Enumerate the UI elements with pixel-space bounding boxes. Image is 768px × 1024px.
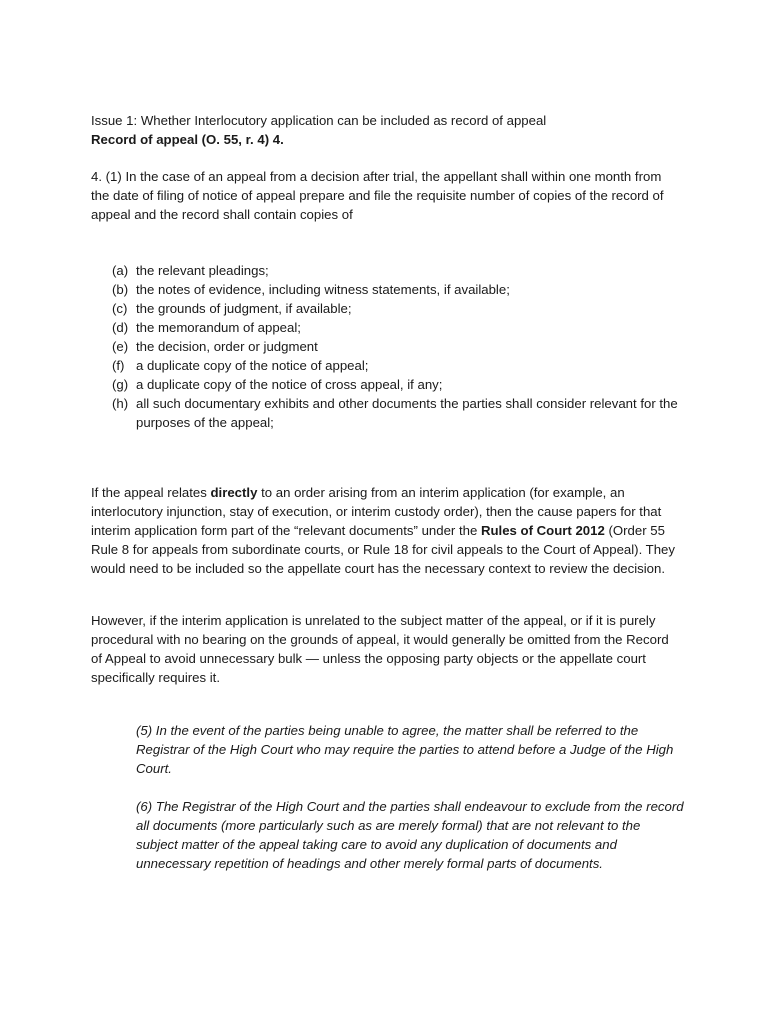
analysis-text-3: (Order 55 Rule 8 for appeals from subordinate courts, or Rule 18 for civil appeals to the Court of Appeal). They would need to be included so the appellate court has the necessary context to review the decision. — [91, 523, 675, 576]
list-item — [112, 299, 682, 318]
record-contents-list — [112, 261, 682, 432]
issue-heading: Issue 1: Whether Interlocutory application can be included as record of appeal — [91, 113, 547, 128]
list-item — [112, 261, 682, 280]
analysis-bold-rules: Rules of Court 2012 — [480, 523, 605, 538]
list-item — [112, 394, 682, 432]
quote-rule-5: (5) In the event of the parties being unable to agree, the matter shall be referred to the Registrar of the High Court who may require the parties to attend before a Judge of the High Court. — [136, 723, 674, 776]
list-item-text: the grounds of judgment, if available; — [136, 301, 352, 316]
list-item-marker: (b) — [112, 282, 129, 297]
list-item-text: a duplicate copy of the notice of cross appeal, if any; — [136, 377, 443, 392]
list-item-text: a duplicate copy of the notice of appeal; — [136, 358, 369, 373]
list-item-text: the relevant pleadings; — [136, 263, 269, 278]
list-item-text: the notes of evidence, including witness statements, if available; — [136, 282, 510, 297]
analysis-bold-directly: directly — [210, 485, 258, 500]
list-item — [112, 356, 682, 375]
however-paragraph: However, if the interim application is unrelated to the subject matter of the appeal, or if it is purely procedural with no bearing on the grounds of appeal, it would generally be omitted from the Record of Appeal to avoid unnecessary bulk — unless the opposing party objects or the appellate court specifically requires it. — [91, 613, 669, 685]
list-item-text: all such documentary exhibits and other documents the parties shall consider relevant for the purposes of the appeal; — [136, 396, 678, 430]
list-item-marker: (d) — [112, 320, 129, 335]
quote-rule-6: (6) The Registrar of the High Court and the parties shall endeavour to exclude from the record all documents (more particularly such as are merely formal) that are not relevant to the subject matter of the appeal taking care to avoid any duplication of documents and unnecessary repetition of headings and other merely formal parts of documents. — [136, 799, 684, 871]
rule-title: Record of appeal (O. 55, r. 4) 4. — [91, 132, 284, 147]
list-item-marker: (f) — [112, 358, 125, 373]
list-item-text: the memorandum of appeal; — [136, 320, 301, 335]
analysis-paragraph — [91, 483, 681, 578]
list-item — [112, 280, 682, 299]
list-item — [112, 375, 682, 394]
list-item-text: the decision, order or judgment — [136, 339, 318, 354]
list-item — [112, 318, 682, 337]
list-item-marker: (a) — [112, 263, 129, 278]
analysis-text-2: to an order arising from an interim application (for example, an interlocutory injunction, stay of execution, or interim custody order), then the cause papers for that interim application form part of the “relevant documents” under the — [91, 485, 662, 538]
list-item-marker: (g) — [112, 377, 129, 392]
list-item-marker: (c) — [112, 301, 128, 316]
list-item — [112, 337, 682, 356]
rule-paragraph: 4. (1) In the case of an appeal from a decision after trial, the appellant shall within one month from the date of filing of notice of appeal prepare and file the requisite number of copies of the record of appeal and the record shall contain copies of — [91, 169, 664, 222]
list-item-marker: (h) — [112, 396, 129, 411]
list-item-marker: (e) — [112, 339, 129, 354]
analysis-text-1: If the appeal relates — [91, 485, 211, 500]
